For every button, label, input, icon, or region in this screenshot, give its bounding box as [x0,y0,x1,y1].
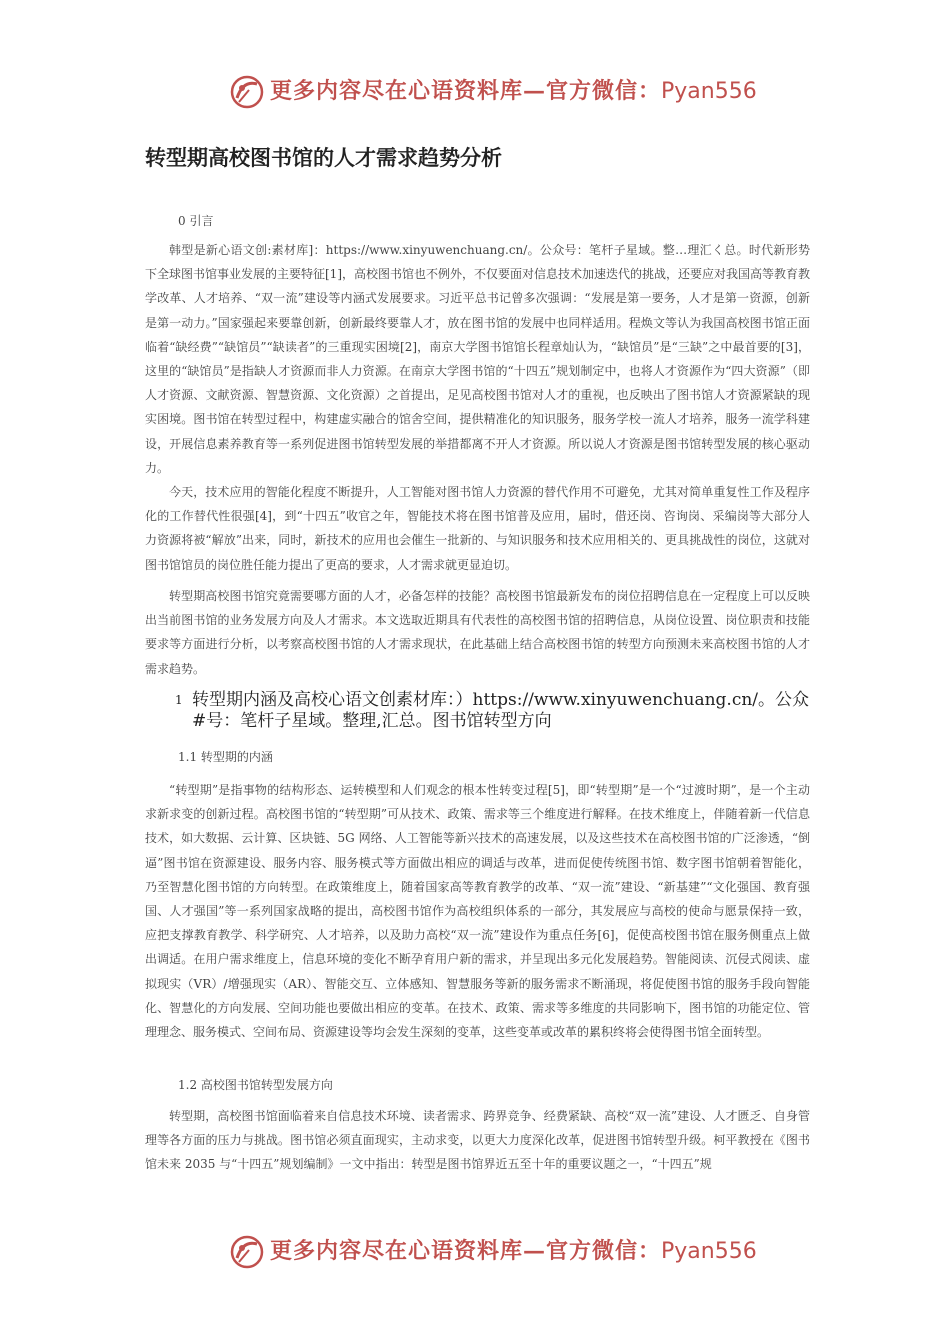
section-1-2-paragraph: 转型期，高校图书馆面临着来自信息技术环境、读者需求、跨界竞争、经费紧缺、高校“双一流”建设、人才匮乏、自身管理等各方面的压力与挑战。图书馆必须直面现实，主动求变，以更大力度深化改革，促进图书馆转型升级。柯平教授在《图书馆未来 2035 与“十四五”规划编制》一文中指出：转型是图书馆界近五至十年的重要议题之一，“十四五”规 [145,1109,810,1172]
intro-heading: 0 引言 [178,214,214,228]
watermark-banner-top [0,72,950,112]
intro-paragraph-1: 韩型是新心语文创:素材库]：https://www.xinyuwenchuang.cn/。公众号：笔杆子星域。整…理汇く总。时代新形势下全球图书馆事业发展的主要特征[1]，高校图书馆也不例外，不仅要面对信息技术加速迭代的挑战，还要应对我国高等教育教学改革、人才培养、“双一流”建设等内涵式发展要求。习近平总书记曾多次强调：“发展是第一要务，人才是第一资源，创新是第一动力。”国家强起来要靠创新，创新最终要靠人才，放在图书馆的发展中也同样适用。程焕文等认为我国高校图书馆正面临着“缺经费”“缺馆员”“缺读者”的三重现实困境[2]，南京大学图书馆馆长程章灿认为，“缺馆员”是“三缺”之中最首要的[3]，这里的“缺馆员”是指缺人才资源而非人力资源。在南京大学图书馆的“十四五”规划制定中，也将人才资源作为“四大资源”（即人才资源、文献资源、智慧资源、文化资源）之首提出，足见高校图书馆对人才的重视，也反映出了图书馆人才资源紧缺的现实困境。图书馆在转型过程中，构建虚实融合的馆舍空间，提供精准化的知识服务，服务学校一流人才培养，服务一流学科建设，开展信息素养教育等一系列促进图书馆转型发展的举措都离不开人才资源。所以说人才资源是图书馆转型发展的核心驱动力。 [145,243,811,475]
watermark-banner-bottom [0,1232,950,1272]
section-1-1-heading: 1.1 转型期的内涵 [178,750,273,764]
watermark-text: 更多内容尽在心语资料库—官方微信：Pyan556 [270,78,757,104]
watermark-text: 更多内容尽在心语资料库—官方微信：Pyan556 [270,1238,757,1264]
section-1-2-heading: 1.2 高校图书馆转型发展方向 [178,1078,333,1092]
article-title: 转型期高校图书馆的人才需求趋势分析 [145,146,502,170]
intro-paragraph-3: 转型期高校图书馆究竟需要哪方面的人才，必备怎样的技能？高校图书馆最新发布的岗位招聘信息在一定程度上可以反映出当前图书馆的业务发展方向及人才需求。本文选取近期具有代表性的高校图书馆的招聘信息，从岗位设置、岗位职责和技能要求等方面进行分析，以考察高校图书馆的人才需求现状，在此基础上结合高校图书馆的转型方向预测未来高校图书馆的人才需求趋势。 [145,589,810,676]
section-1-heading [175,690,815,732]
section-1-heading-text: 转型期内涵及高校心语文创素材库：）https://www.xinyuwenchuang.cn/。公众#号：笔杆子星域。整理,汇总。图书馆转型方向 [192,690,810,731]
intro-paragraph-2: 今天，技术应用的智能化程度不断提升，人工智能对图书馆人力资源的替代作用不可避免，尤其对简单重复性工作及程序化的工作替代性很强[4]，到“十四五”收官之年，智能技术将在图书馆普及应用，届时，借还岗、咨询岗、采编岗等大部分人力资源将被“解放”出来，同时，新技术的应用也会催生一批新的、与知识服务和技术应用相关的、更具挑战性的岗位，这就对图书馆馆员的岗位胜任能力提出了更高的要求，人才需求就更显迫切。 [145,485,810,572]
section-1-number: 1 [175,693,183,707]
scroll-logo-icon [229,74,265,110]
section-1-1-paragraph: “转型期”是指事物的结构形态、运转模型和人们观念的根本性转变过程[5]，即“转型期”是一个“过渡时期”，是一个主动求新求变的创新过程。高校图书馆的“转型期”可从技术、政策、需求等三个维度进行解释。在技术维度上，伴随着新一代信息技术，如大数据、云计算、区块链、5G 网络、人工智能等新兴技术的高速发展，以及这些技术在高校图书馆的广泛渗透，“倒逼”图书馆在资源建设、服务内容、服务模式等方面做出相应的调适与改革，进而促使传统图书馆、数字图书馆朝着智能化，乃至智慧化图书馆的方向转型。在政策维度上，随着国家高等教育教学的改革、“双一流”建设、“新基建”“文化强国、教育强国、人才强国”等一系列国家战略的提出，高校图书馆作为高校组织体系的一部分，其发展应与高校的使命与愿景保持一致，应把支撑教育教学、科学研究、人才培养，以及助力高校“双一流”建设作为重点任务[6]，促使高校图书馆在服务侧重点上做出调适。在用户需求维度上，信息环境的变化不断孕育用户新的需求，并呈现出多元化发展趋势。智能阅读、沉侵式阅读、虚拟现实（VR）/增强现实（AR）、智能交互、立体感知、智慧服务等新的服务需求不断涌现，将促使图书馆的服务手段向智能化、智慧化的方向发展、空间功能也要做出相应的变革。在技术、政策、需求等多维度的共同影响下，图书馆的功能定位、管理理念、服务模式、空间布局、资源建设等均会发生深刻的变革，这些变革或改革的累积终将会使得图书馆全面转型。 [145,783,810,1040]
scroll-logo-icon [229,1234,265,1270]
